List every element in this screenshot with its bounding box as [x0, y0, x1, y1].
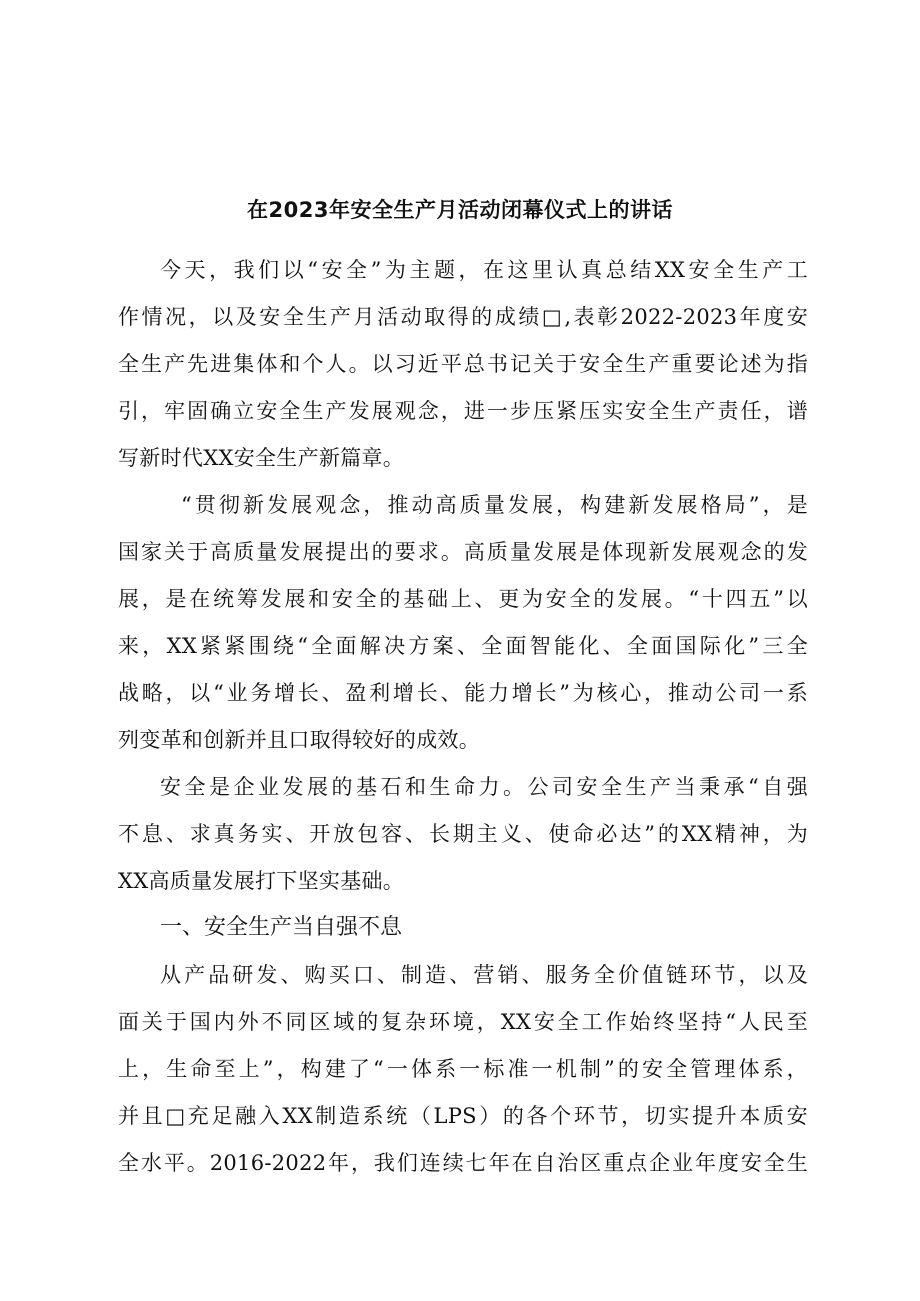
- section-paragraph-line-3: 上，生命至上”，构建了“一体系一标准一机制”的安全管理体系，: [118, 1057, 808, 1081]
- section-paragraph-line-4: 并且□充足融入XX制造系统（LPS）的各个环节，切实提升本质安: [118, 1104, 808, 1128]
- section-heading: 一、安全生产当自强不息: [160, 915, 403, 940]
- section-paragraph-line-1: 从产品研发、购买口、制造、营销、服务全价值链环节，以及: [160, 963, 808, 987]
- paragraph-3-line-3: XX高质量发展打下坚实基础。: [118, 869, 405, 893]
- paragraph-3-line-1: 安全是企业发展的基石和生命力。公司安全生产当秉承“自强: [160, 775, 808, 799]
- paragraph-2-line-3: 展，是在统筹发展和安全的基础上、更为安全的发展。“十四五”以: [118, 587, 808, 611]
- paragraph-2-line-6: 列变革和创新并且口取得较好的成效。: [118, 728, 481, 752]
- paragraph-1-line-1: 今天，我们以“安全”为主题，在这里认真总结XX安全生产工: [160, 258, 808, 282]
- section-paragraph-line-5: 全水平。2016-2022年，我们连续七年在自治区重点企业年度安全生: [118, 1151, 808, 1175]
- paragraph-3-line-2: 不息、求真务实、开放包容、长期主义、使命必达”的XX精神，为: [118, 822, 808, 846]
- paragraph-2-line-2: 国家关于高质量发展提出的要求。高质量发展是体现新发展观念的发: [118, 540, 808, 564]
- section-paragraph-line-2: 面关于国内外不同区域的复杂环境，XX安全工作始终坚持“人民至: [118, 1010, 808, 1034]
- paragraph-2-line-1: “贯彻新发展观念，推动高质量发展，构建新发展格局”，是: [181, 493, 808, 517]
- paragraph-2-line-4: 来，XX紧紧围绕“全面解决方案、全面智能化、全面国际化”三全: [118, 634, 808, 658]
- paragraph-1-line-5: 写新时代XX安全生产新篇章。: [118, 446, 405, 470]
- paragraph-1-line-4: 引，牢固确立安全生产发展观念，进一步压紧压实安全生产责任，谱: [118, 399, 808, 423]
- document-title: 在2023年安全生产月活动闭幕仪式上的讲话: [247, 198, 673, 222]
- paragraph-1-line-2: 作情况，以及安全生产月活动取得的成绩□,表彰2022-2023年度安: [118, 305, 808, 329]
- paragraph-2-line-5: 战略，以“业务增长、盈利增长、能力增长”为核心，推动公司一系: [118, 681, 808, 705]
- paragraph-1-line-3: 全生产先进集体和个人。以习近平总书记关于安全生产重要论述为指: [118, 352, 808, 376]
